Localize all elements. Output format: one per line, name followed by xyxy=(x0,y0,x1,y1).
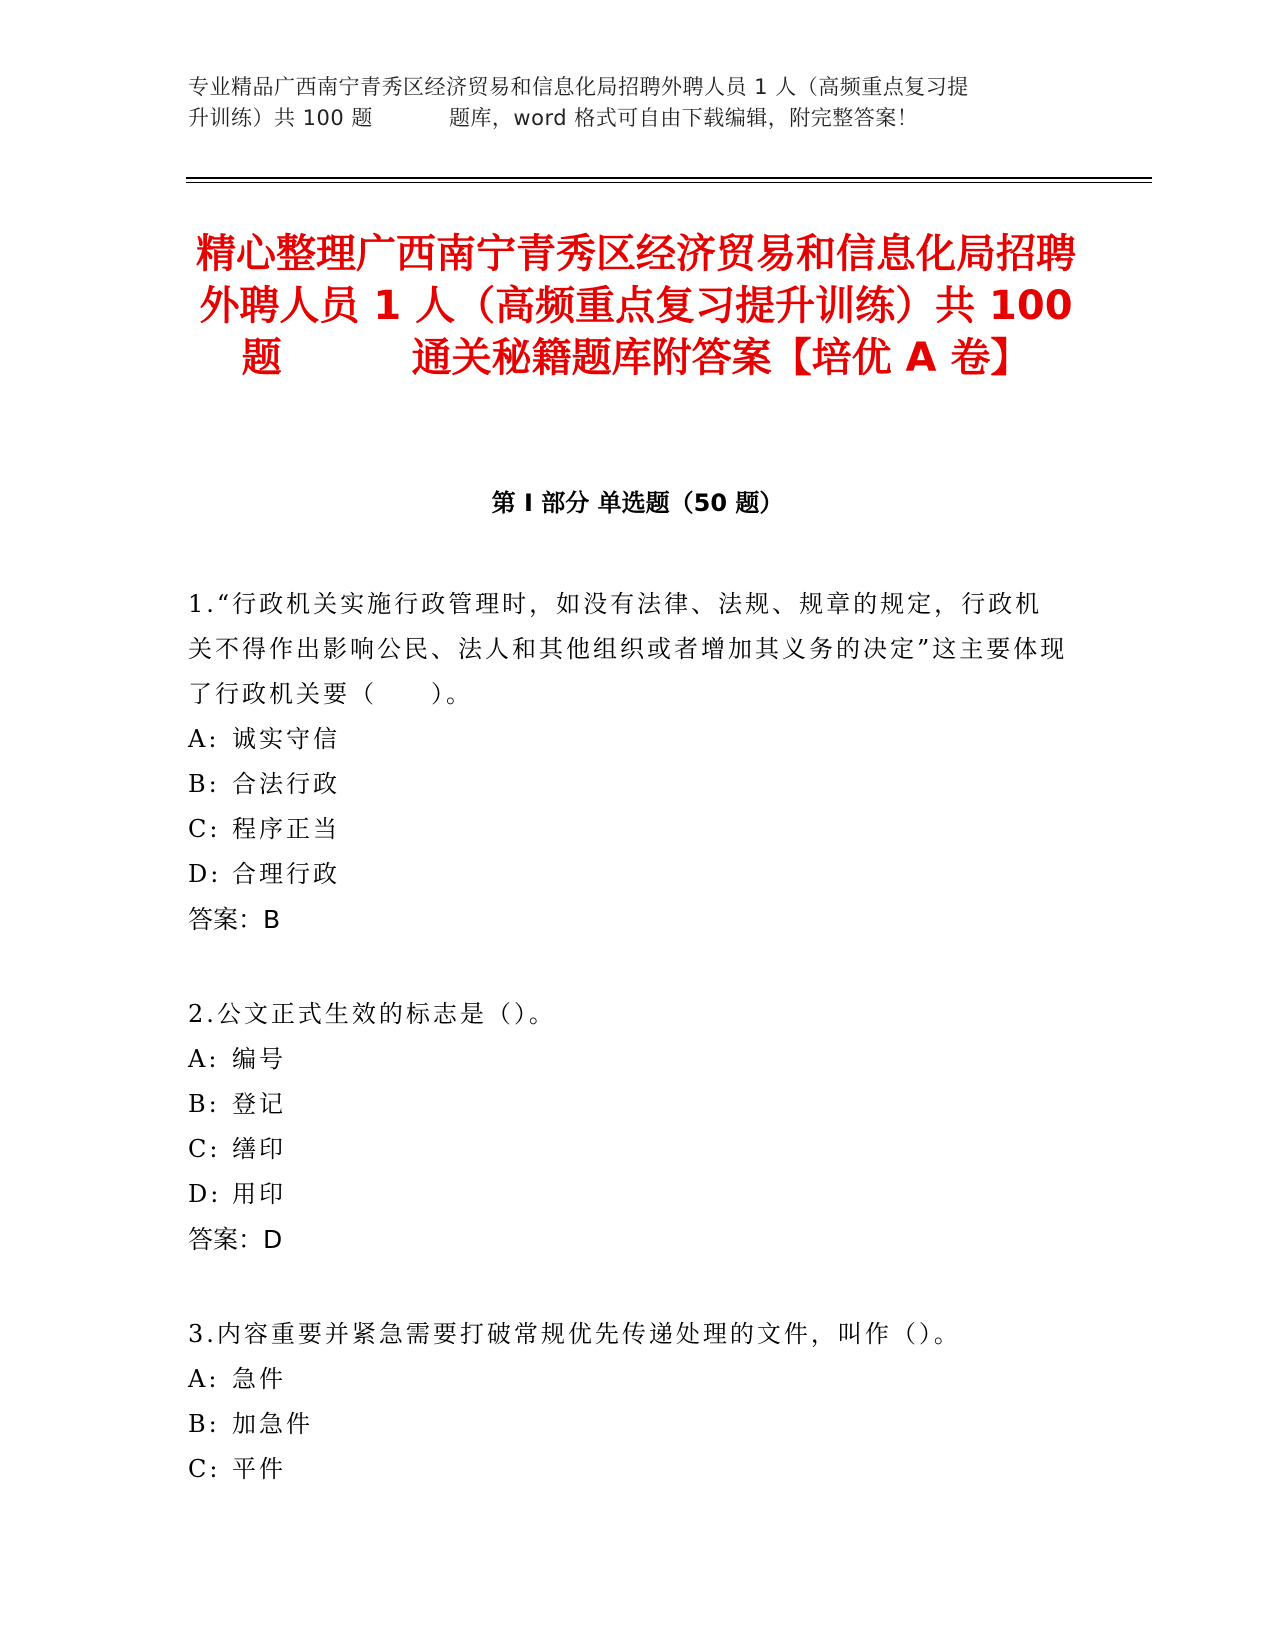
question-option xyxy=(188,762,1068,807)
option-letter: D: xyxy=(188,860,222,888)
question-option xyxy=(188,852,1068,897)
header-rule-thin xyxy=(186,182,1152,183)
question-option xyxy=(188,1402,1068,1447)
option-letter: D: xyxy=(188,1180,222,1208)
header-line-1: 专业精品广西南宁青秀区经济贸易和信息化局招聘外聘人员 1 人（高频重点复习提 xyxy=(188,75,969,99)
option-text: 合法行政 xyxy=(232,770,340,798)
question-option xyxy=(188,1082,1068,1127)
question-option xyxy=(188,1447,1068,1492)
option-letter: C: xyxy=(188,815,221,843)
option-letter: A: xyxy=(188,1365,220,1393)
question-option xyxy=(188,1172,1068,1217)
answer-line: 答案：D xyxy=(188,1225,283,1254)
option-letter: C: xyxy=(188,1455,221,1483)
option-letter: B: xyxy=(188,1090,220,1118)
question-list xyxy=(188,582,1068,1542)
option-letter: B: xyxy=(188,1410,220,1438)
option-text: 用印 xyxy=(232,1180,286,1208)
section-heading: 第 I 部分 单选题（50 题） xyxy=(491,489,784,517)
question-option xyxy=(188,1127,1068,1172)
option-letter: B: xyxy=(188,770,220,798)
question-item xyxy=(188,1312,1068,1492)
option-text: 编号 xyxy=(232,1045,286,1073)
document-title xyxy=(196,228,1076,384)
question-option xyxy=(188,1357,1068,1402)
question-option xyxy=(188,717,1068,762)
question-item xyxy=(188,992,1068,1262)
title-part-2: 通关秘籍题库附答案【培优 A 卷】 xyxy=(411,335,1031,381)
option-letter: C: xyxy=(188,1135,221,1163)
question-stem: 3.内容重要并紧急需要打破常规优先传递处理的文件，叫作（）。 xyxy=(188,1320,961,1348)
option-text: 合理行政 xyxy=(232,860,340,888)
header-line-2 xyxy=(188,103,1088,134)
option-text: 缮印 xyxy=(232,1135,286,1163)
header-line-2-part-1: 升训练）共 100 题 xyxy=(188,106,373,130)
question-item xyxy=(188,582,1068,942)
question-stem: 1.“行政机关实施行政管理时，如没有法律、法规、规章的规定，行政机关不得作出影响公民、法人和其他组织或者增加其义务的决定”这主要体现了行政机关要（ ）。 xyxy=(188,590,1068,708)
option-letter: A: xyxy=(188,1045,220,1073)
option-text: 平件 xyxy=(232,1455,286,1483)
header-rule-thick xyxy=(186,177,1152,179)
answer-line: 答案：B xyxy=(188,905,281,934)
option-text: 诚实守信 xyxy=(232,725,340,753)
option-letter: A: xyxy=(188,725,220,753)
question-stem: 2.公文正式生效的标志是（）。 xyxy=(188,1000,556,1028)
option-text: 加急件 xyxy=(232,1410,313,1438)
header-line-2-part-2: 题库，word 格式可自由下载编辑，附完整答案！ xyxy=(448,106,919,130)
option-text: 程序正当 xyxy=(232,815,340,843)
header-note xyxy=(188,72,1088,134)
question-option xyxy=(188,1037,1068,1082)
option-text: 登记 xyxy=(232,1090,286,1118)
title-part-1: 精心整理广西南宁青秀区经济贸易和信息化局招聘外聘人员 1 人（高频重点复习提升训练）共 100 题 xyxy=(196,231,1076,381)
question-option xyxy=(188,807,1068,852)
option-text: 急件 xyxy=(232,1365,286,1393)
